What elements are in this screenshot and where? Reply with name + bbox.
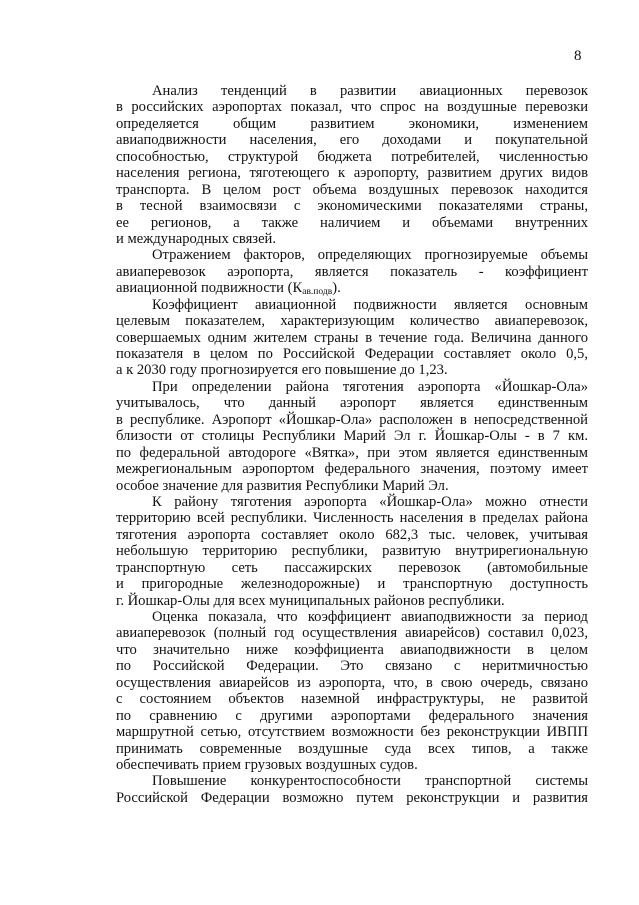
text-line: небольшую территорию республики, развитую внутрирегиональную	[116, 543, 588, 560]
text-line: совершаемых одним жителем страны в течение года. Величина данного	[116, 329, 588, 346]
text-line: Российской Федерации возможно путем реконструкции и развития	[116, 789, 588, 806]
text-line: Повышение конкурентоспособности транспортной системы	[152, 773, 588, 790]
text-line: К району тяготения аэропорта «Йошкар-Ола» можно отнести	[152, 493, 588, 510]
text-line: целевым показателем, характеризующим количество авиаперевозок,	[116, 313, 588, 330]
text-line: Оценка показала, что коэффициент авиаподвижности за период	[152, 609, 588, 625]
text-line: а к 2030 году прогнозируется его повышение до 1,23.	[116, 362, 448, 379]
text-line: осуществления авиарейсов из аэропорта, что, в свою очередь, связано	[116, 674, 588, 691]
text-line: близости от столицы Республики Марий Эл г. Йошкар-Олы - в 7 км.	[116, 428, 588, 445]
text-line: показателя в целом по Российской Федерации составляет около 0,5,	[116, 346, 588, 362]
text-line: транспорта. В целом рост объема воздушных перевозок находится	[116, 181, 588, 198]
text-line: в российских аэропортах показал, что спрос на воздушные перевозки	[116, 99, 588, 116]
text-line-main: авиационной подвижности (К	[116, 280, 303, 297]
subscript: ав.подв	[302, 287, 333, 298]
body-text	[116, 83, 588, 806]
text-line: в республике. Аэропорт «Йошкар-Ола» расположен в непосредственной	[116, 411, 588, 428]
text-line: Отражением факторов, определяющих прогнозируемые объемы	[152, 247, 588, 264]
text-line: территорию всей республики. Численность населения в пределах района	[116, 510, 588, 527]
text-line: определяется общим развитием экономики, изменением	[116, 115, 588, 132]
text-line: и пригородные железнодорожные) и транспортную доступность	[116, 576, 588, 593]
text-line: авиаперевозок (полный год осуществления авиарейсов) составил 0,023,	[116, 625, 588, 642]
text-line: При определении района тяготения аэропорта «Йошкар-Ола»	[152, 378, 588, 395]
text-line: по федеральной автодороге «Вятка», при этом является единственным	[116, 444, 588, 461]
text-line: что значительно ниже коэффициента авиаподвижности в целом	[116, 641, 588, 658]
text-line: по Российской Федерации. Это связано с неритмичностью	[116, 658, 588, 675]
text-line: Анализ тенденций в развитии авиационных перевозок	[152, 83, 588, 99]
text-line: авиаперевозок аэропорта, является показатель - коэффициент	[116, 263, 588, 280]
text-line: тяготения аэропорта составляет около 682,3 тыс. человек, учитывая	[116, 526, 588, 543]
text-line: способностью, структурой бюджета потребителей, численностью	[116, 148, 588, 165]
text-line: населения региона, тяготеющего к аэропорту, развитием других видов	[116, 165, 588, 182]
text-line: принимать современные воздушные суда всех типов, а также	[116, 740, 588, 757]
text-line: г. Йошкар-Олы для всех муниципальных районов республики.	[116, 592, 505, 609]
text-line: и международных связей.	[116, 230, 277, 247]
text-line: транспортную сеть пассажирских перевозок (автомобильные	[116, 559, 588, 576]
text-line: в тесной взаимосвязи с экономическими показателями страны,	[116, 198, 588, 215]
text-line: авиаподвижности населения, его доходами и покупательной	[116, 132, 588, 149]
text-line: Коэффициент авиационной подвижности является основным	[152, 296, 588, 313]
text-line: по сравнению с другими аэропортами федерального значения	[116, 707, 588, 724]
text-line: учитывалось, что данный аэропорт является единственным	[116, 395, 588, 412]
text-line	[116, 280, 588, 296]
text-line-tail: ).	[332, 280, 341, 297]
text-line: межрегиональным аэропортом федерального значения, поэтому имеет	[116, 461, 588, 478]
page-number: 8	[574, 48, 582, 64]
text-line: обеспечивать прием грузовых воздушных судов.	[116, 756, 418, 773]
text-line: маршрутной сетью, отсутствием возможности без реконструкции ИВПП	[116, 724, 588, 741]
text-line: ее регионов, а также наличием и объемами внутренних	[116, 214, 588, 231]
text-line: особое значение для развития Республики Марий Эл.	[116, 477, 449, 494]
text-line: с состоянием объектов наземной инфраструктуры, не развитой	[116, 691, 588, 708]
